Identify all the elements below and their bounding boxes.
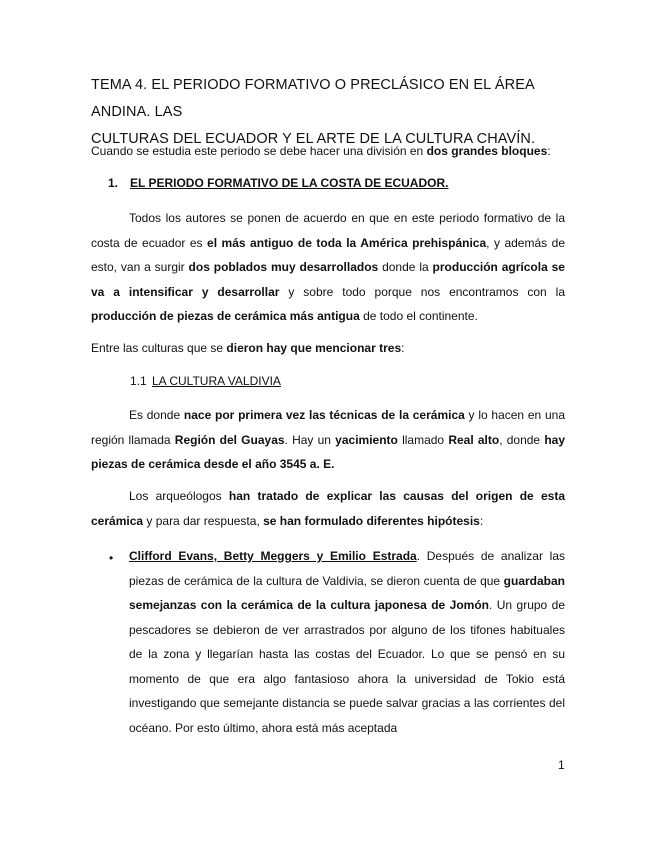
page-number: 1: [558, 758, 565, 772]
para3-text-2: y lo hacen en una región llamada: [91, 408, 565, 447]
para3-bold-2: Región del Guayas: [174, 432, 285, 447]
section-1-1-number: 1.1: [130, 374, 147, 388]
bullet-item-hipotesis: [129, 544, 565, 740]
paragraph-formativo: [91, 206, 565, 329]
intro-bold: dos grandes bloques: [426, 144, 548, 158]
para1-bold-2: dos poblados muy desarrollados: [188, 260, 379, 274]
intro-text: Cuando se estudia este periodo se debe hacer una división en: [91, 144, 427, 158]
para3-text-3: . Hay un: [284, 432, 336, 447]
bullet-authors: Clifford Evans, Betty Meggers y Emilio Estrada: [129, 549, 417, 563]
para2-bold-1: dieron hay que mencionar tres: [226, 341, 402, 355]
title-line-2: CULTURAS DEL ECUADOR Y EL ARTE DE LA CULTURA CHAVÍN.: [91, 131, 536, 147]
section-1-1-heading: [130, 371, 281, 391]
para1-bold-4: producción de piezas de cerámica más antigua: [91, 309, 360, 323]
para1-text-5: de todo el continente.: [359, 309, 478, 323]
bullet-marker: •: [109, 551, 114, 565]
para3-text-4: llamado: [397, 432, 449, 447]
intro-text-end: :: [547, 144, 551, 158]
para2-text-1: Entre las culturas que se: [91, 341, 227, 355]
para1-text-1: Todos los autores se ponen de acuerdo en que en este periodo formativo de la costa de ecuador es: [91, 211, 565, 250]
para1-bold-3: producción agrícola se va a intensificar y desarrollar: [91, 260, 565, 299]
para2-text-2: :: [401, 341, 405, 355]
paragraph-arqueologos: [91, 484, 565, 533]
bullet-bold-1: guardaban semejanzas con la cerámica de la cultura japonesa de Jomón: [129, 573, 565, 612]
intro-paragraph: [91, 139, 561, 164]
section-1-1-title: LA CULTURA VALDIVIA: [152, 374, 281, 388]
para4-bold-2: se han formulado diferentes hipótesis: [263, 513, 480, 528]
bullet-text-2: . Un grupo de pescadores se debieron de ver arrastrados por alguno de los tifones habituales de la zona y llegarían hasta las costas del Ecuador. Lo que se pensó en su momento de que era algo fantasioso ahora la universidad de Tokio está investigando que semejante distancia se puede salvar gracias a las corrientes del océano. Por esto último, ahora está más aceptada: [129, 598, 565, 735]
para3-bold-3: yacimiento: [335, 432, 398, 447]
para1-bold-1: el más antiguo de toda la América prehispánica: [207, 235, 487, 250]
paragraph-culturas: [91, 336, 565, 361]
section-1-title: EL PERIODO FORMATIVO DE LA COSTA DE ECUADOR.: [130, 176, 449, 190]
para3-bold-1: nace por primera vez las técnicas de la cerámica: [183, 408, 465, 422]
para1-text-3: donde la: [378, 260, 433, 274]
para3-bold-5: hay piezas de cerámica desde el año 3545 a. E.: [91, 432, 565, 471]
para3-bold-4: Real alto: [448, 432, 500, 447]
para1-text-4: y sobre todo porque nos encontramos con la: [279, 284, 565, 299]
para1-text-2: , y además de esto, van a surgir: [91, 235, 565, 274]
section-1-number: 1.: [108, 176, 119, 190]
section-1-heading: [108, 173, 448, 193]
para4-text-1: Los arqueólogos: [129, 489, 229, 503]
para3-text-1: Es donde: [129, 408, 184, 422]
para4-text-2: y para dar respuesta,: [143, 513, 264, 528]
para4-text-3: :: [479, 513, 484, 528]
para3-text-5: , donde: [499, 432, 545, 447]
paragraph-valdivia: [91, 403, 565, 477]
para4-bold-1: han tratado de explicar las causas del origen de esta cerámica: [91, 489, 565, 528]
title-line-1: TEMA 4. EL PERIODO FORMATIVO O PRECLÁSICO EN EL ÁREA ANDINA. LAS: [91, 77, 534, 120]
bullet-text-1: . Después de analizar las piezas de cerámica de la cultura de Valdivia, se dieron cuenta de que: [129, 549, 565, 588]
